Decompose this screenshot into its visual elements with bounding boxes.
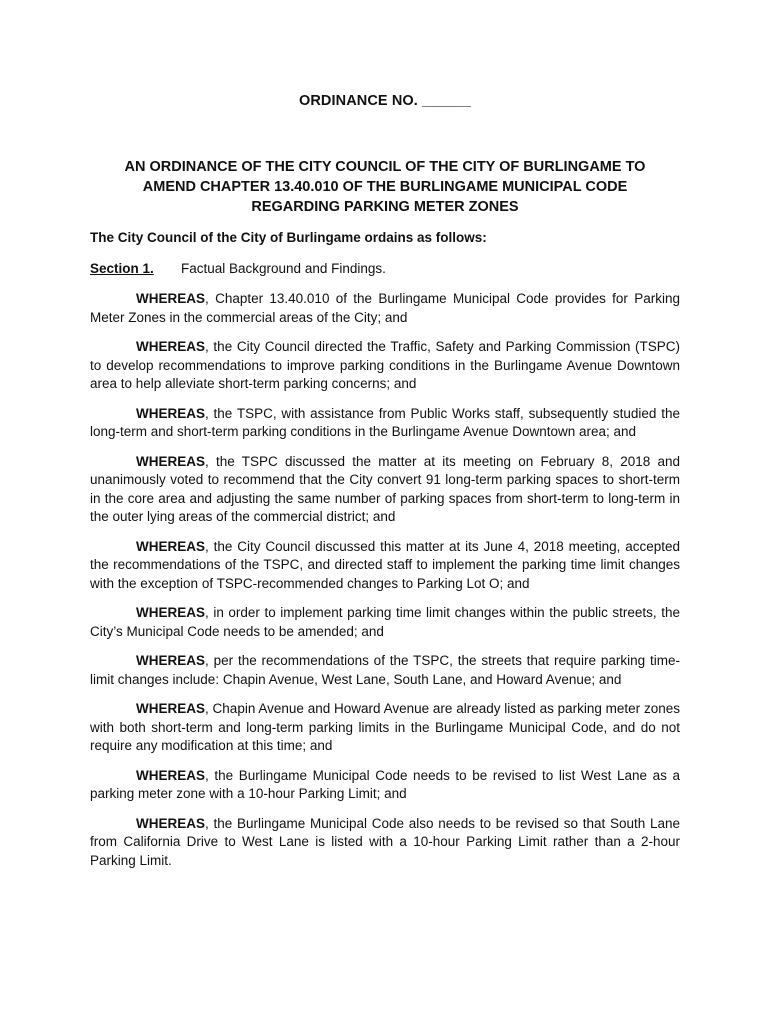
ordinance-title: ORDINANCE NO. ______: [298, 93, 472, 109]
heading-line: AMEND CHAPTER 13.40.010 OF THE BURLINGAME MUNICIPAL CODE: [142, 179, 628, 195]
whereas-lead: WHEREAS: [136, 653, 206, 668]
whereas-lead: WHEREAS: [136, 453, 206, 469]
paragraph-text: , Chapter 13.40.010 of the Burlingame Municipal Code provides for Parking Meter Zones in the commercial areas of the City; and: [90, 291, 680, 325]
ordinance-heading: [90, 157, 680, 217]
whereas-paragraph: [90, 290, 680, 327]
whereas-paragraph: [90, 604, 680, 641]
whereas-lead: WHEREAS: [136, 605, 206, 620]
whereas-lead: WHEREAS: [136, 291, 206, 306]
whereas-lead: WHEREAS: [136, 538, 206, 554]
ordains-statement: The City Council of the City of Burlingame ordains as follows:: [90, 230, 487, 245]
paragraph-text: , the TSPC, with assistance from Public Works staff, subsequently studied the long-term and short-term parking conditions in the Burlingame Avenue Downtown area; and: [90, 405, 680, 439]
whereas-paragraph: [90, 453, 680, 527]
paragraph-text: , the City Council discussed this matter at its June 4, 2018 meeting, accepted the recommendations of the TSPC, and directed staff to implement the parking time limit changes with the exception of TSPC-recommended changes to Parking Lot O; and: [90, 538, 680, 591]
paragraph-text: , the TSPC discussed the matter at its meeting on February 8, 2018 and unanimously voted to recommend that the City convert 91 long-term parking spaces to short-term in the core area and adjusting the same number of parking spaces from short-term to long-term in the outer lying areas of the commercial district; and: [90, 453, 680, 524]
whereas-paragraph: [90, 338, 680, 394]
whereas-paragraph: [90, 700, 680, 756]
paragraph-text: , the City Council directed the Traffic, Safety and Parking Commission (TSPC) to develop recommendations to improve parking conditions in the Burlingame Avenue Downtown area to help alleviate short-term parking concerns; and: [90, 339, 680, 391]
whereas-paragraph: [90, 538, 680, 594]
heading-line: REGARDING PARKING METER ZONES: [251, 199, 519, 215]
paragraph-text: , the Burlingame Municipal Code also needs to be revised so that South Lane from California Drive to West Lane is listed with a 10-hour Parking Limit rather than a 2-hour Parking Limit.: [90, 815, 680, 868]
whereas-lead: WHEREAS: [136, 767, 206, 783]
whereas-paragraph: [90, 815, 680, 871]
whereas-paragraph: [90, 652, 680, 689]
whereas-lead: WHEREAS: [136, 405, 206, 421]
section-number: Section 1.: [90, 261, 154, 276]
whereas-lead: WHEREAS: [136, 339, 206, 354]
heading-line: AN ORDINANCE OF THE CITY COUNCIL OF THE CITY OF BURLINGAME TO: [124, 159, 646, 175]
whereas-paragraph: [90, 405, 680, 442]
section-title: Factual Background and Findings.: [181, 261, 386, 276]
whereas-lead: WHEREAS: [136, 701, 206, 716]
paragraph-text: , per the recommendations of the TSPC, the streets that require parking time-limit changes include: Chapin Avenue, West Lane, South Lane, and Howard Avenue; and: [90, 653, 680, 687]
section-heading: [90, 261, 386, 276]
whereas-lead: WHEREAS: [136, 815, 206, 831]
paragraph-text: , Chapin Avenue and Howard Avenue are already listed as parking meter zones with both short-term and long-term parking limits in the Burlingame Municipal Code, and do not require any modification at this time; and: [90, 701, 680, 753]
paragraph-text: , in order to implement parking time limit changes within the public streets, the City’s Municipal Code needs to be amended; and: [90, 605, 680, 639]
whereas-paragraph: [90, 767, 680, 804]
paragraph-text: , the Burlingame Municipal Code needs to be revised to list West Lane as a parking meter zone with a 10-hour Parking Limit; and: [90, 767, 680, 801]
findings-body: [90, 290, 680, 881]
